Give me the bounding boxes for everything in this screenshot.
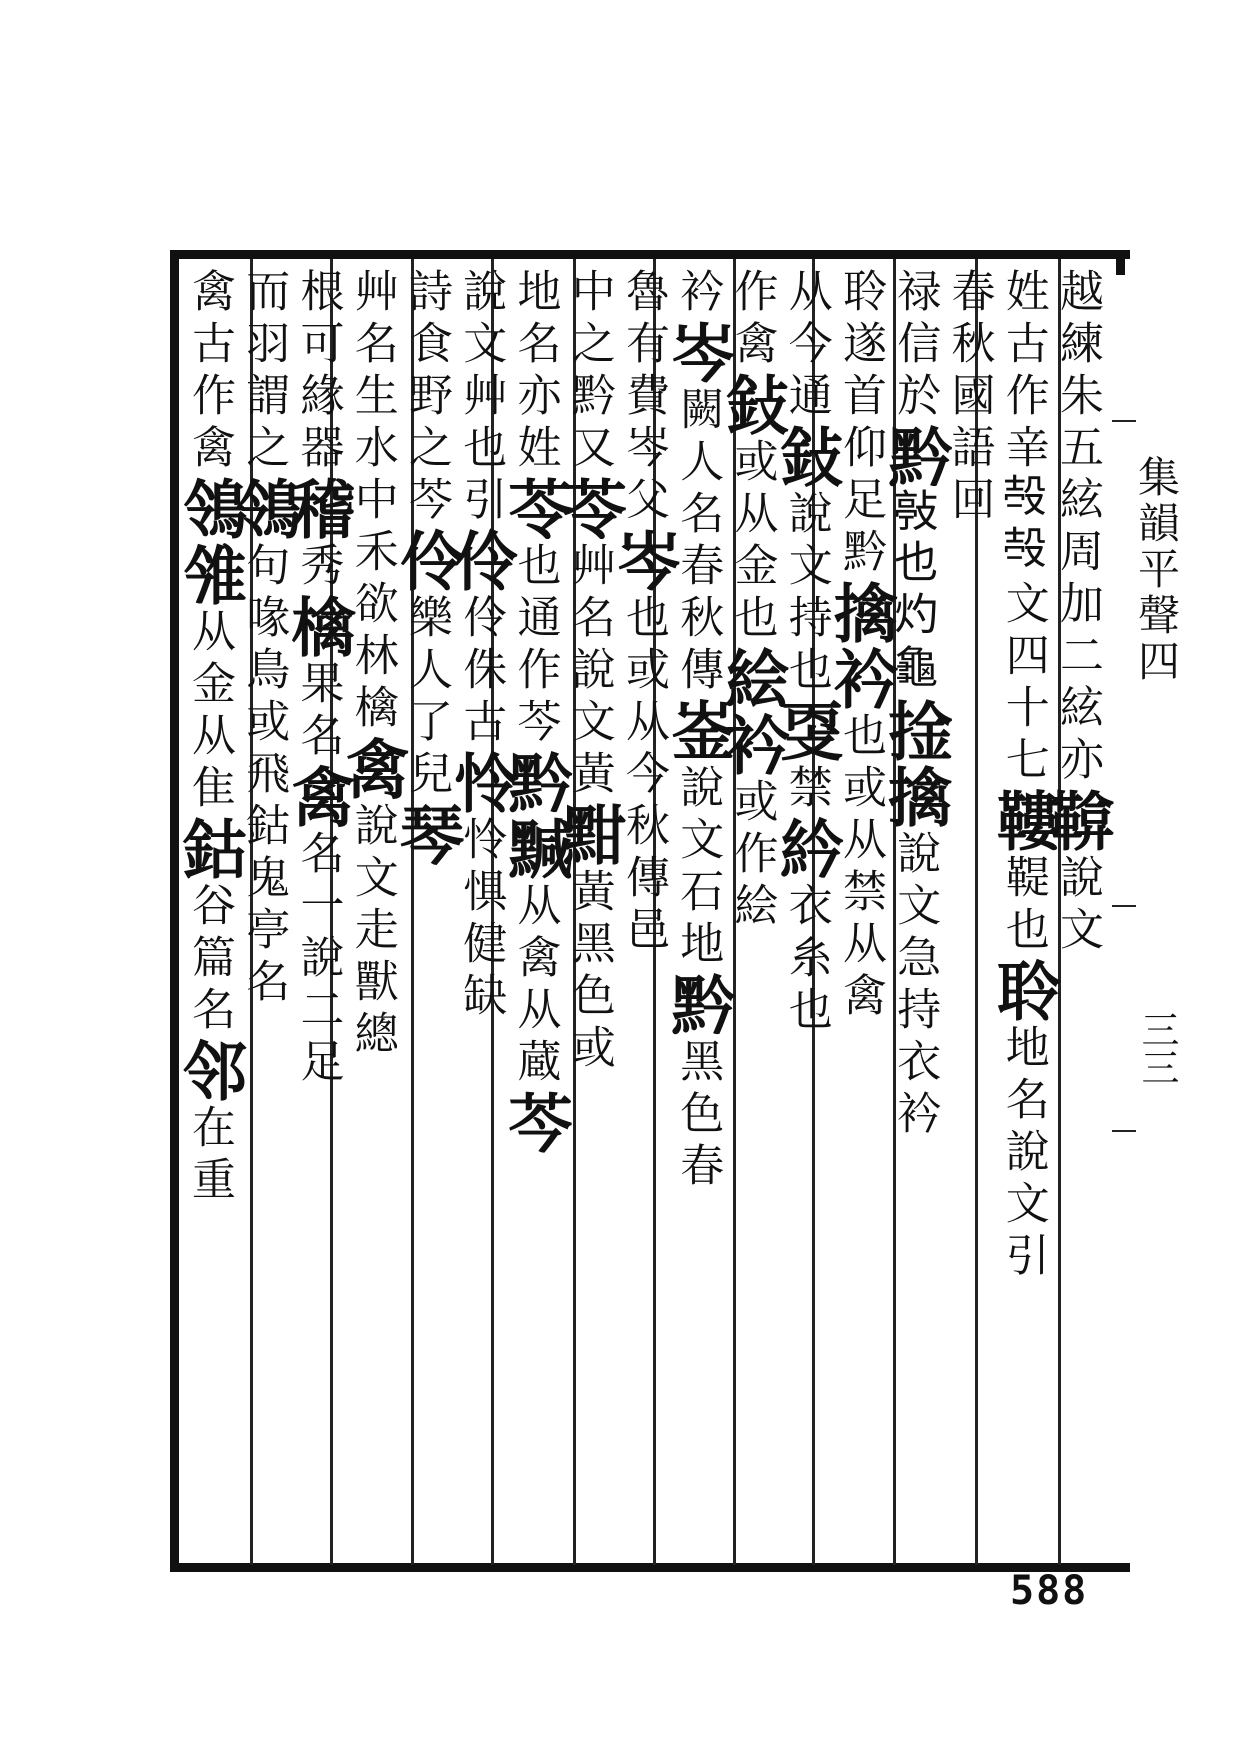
margin-tick (1112, 420, 1136, 422)
headword: 岑 (660, 320, 736, 386)
gloss-text: 𢾊也灼龜 (889, 490, 941, 698)
headword: 檎 (280, 594, 356, 660)
headword: 㪅 (768, 698, 844, 764)
headword: 苓 (497, 476, 573, 542)
gloss-text: 姓古作𨐌𣪊𣪊文四十七 (997, 268, 1049, 788)
gloss-text: 地名亦姓 (509, 268, 561, 476)
text-column (942, 268, 996, 1558)
headword: 琴 (389, 802, 464, 868)
gloss-text: 或从金 (726, 438, 778, 594)
headword: 紟 (768, 816, 844, 882)
headword: 鞥 (1040, 788, 1115, 854)
gloss-text: 鞮也 (997, 854, 1049, 958)
headword: 鞻 (985, 788, 1061, 854)
gloss-text: 也 (726, 594, 778, 646)
text-column (443, 268, 519, 1558)
gloss-text: 魯有費岑父 (618, 268, 669, 528)
gloss-text: 說文艸也引 (455, 268, 507, 528)
gloss-text: 地名說文引 (997, 1024, 1049, 1284)
gloss-text: 禄信於 (889, 268, 941, 424)
headword: 鴒 (172, 476, 247, 542)
text-column (985, 268, 1061, 1558)
gloss-text: 也或从今 (618, 594, 669, 802)
gloss-text: 說文走獸總 (346, 802, 398, 1062)
gloss-text: 从金从隹 (184, 608, 235, 816)
margin-tick (1112, 905, 1136, 907)
headword: 鈷 (172, 816, 247, 882)
headword: 芩 (497, 1090, 573, 1156)
margin-tick (1112, 1130, 1136, 1132)
frame-corner (1116, 250, 1125, 275)
gloss-text: 在重 (184, 1104, 235, 1208)
gloss-text: 樂人 (401, 594, 452, 698)
headword: 鈙 (768, 424, 844, 490)
text-column (226, 268, 302, 1558)
gloss-text: 作禽 (726, 268, 778, 372)
gloss-text: 禁 (780, 764, 832, 816)
headword: 禽 (280, 764, 356, 830)
gloss-text: 句喙鳥或 (238, 542, 290, 750)
text-column (389, 268, 464, 1558)
gloss-text: 名一說二足 (292, 830, 344, 1090)
gloss-text: 越練朱五絃周加二絃亦 (1052, 268, 1103, 788)
headword: 聆 (985, 958, 1061, 1024)
gloss-text: 或作絵 (726, 778, 778, 934)
gloss-text: 闕人名春秋傳 (672, 386, 724, 698)
text-column (551, 268, 627, 1558)
gloss-text: 也通作芩 (509, 542, 561, 750)
text-column (497, 268, 573, 1558)
text-column (768, 268, 844, 1558)
headword: 黔 (497, 750, 573, 816)
gloss-text: 春秋國語回 (943, 268, 995, 528)
gloss-text: 伶侏古 (455, 594, 507, 750)
gloss-text: 了兒 (401, 698, 452, 802)
gloss-text: 中之黔又 (563, 268, 615, 476)
gloss-text: 也或从禁从禽 (835, 712, 886, 1024)
gloss-text: 衿 (672, 268, 724, 320)
gloss-text: 黃黑色或 (563, 868, 615, 1076)
gloss-text: 秀 (292, 542, 344, 594)
headword: 黚 (551, 802, 627, 868)
text-column (606, 268, 681, 1558)
gloss-text: 秋傳邑 (618, 802, 669, 958)
gloss-text: 果名 (292, 660, 344, 764)
margin-title: 集韻平聲四 (1132, 455, 1181, 685)
text-column (660, 268, 736, 1558)
gloss-text: 谷篇名 (184, 882, 235, 1038)
headword: 伶 (389, 528, 464, 594)
gloss-text: 艸名說文黃 (563, 542, 615, 802)
headword: 擒 (823, 580, 898, 646)
headword: 絵 (714, 646, 790, 712)
gloss-text: 缺 (455, 972, 507, 1024)
gloss-text: 首仰足黔 (835, 372, 886, 580)
gloss-text: 亭名 (238, 906, 290, 1010)
headword: 黔 (877, 424, 953, 490)
text-columns (172, 268, 1115, 1558)
gloss-text: 禾欲 (346, 528, 398, 632)
gloss-text: 从禽从蔵 (509, 882, 561, 1090)
margin-folio: 三三 (1135, 1010, 1179, 1086)
page-number: 588 (1010, 1568, 1089, 1614)
text-column (280, 268, 356, 1558)
headword: 鈙 (714, 372, 790, 438)
headword: 黔 (660, 972, 736, 1038)
gloss-text: 說文急持衣衿 (889, 830, 941, 1142)
headword: 苓 (551, 476, 627, 542)
gloss-text: 怜惧健 (455, 816, 507, 972)
gloss-text: 說文 (1052, 854, 1103, 958)
text-column (877, 268, 953, 1558)
gloss-text: 飛鈷鬼 (238, 750, 290, 906)
text-column (334, 268, 410, 1558)
headword: 衿 (714, 712, 790, 778)
headword: 捦擒 (877, 698, 953, 830)
headword: 岑 (606, 528, 681, 594)
headword: 稽 (280, 476, 356, 542)
headword: 邻 (172, 1038, 247, 1104)
headword: 崟 (660, 698, 736, 764)
text-column (1040, 268, 1115, 1558)
gloss-text: 黑色春 (672, 1038, 724, 1194)
headword: 衿 (823, 646, 898, 712)
headword: 黬 (497, 816, 573, 882)
gloss-text: 說文持也 (780, 490, 832, 698)
gloss-text: 从今通 (780, 268, 832, 424)
headword: 禽 (334, 736, 410, 802)
gloss-text: 根可緣器 (292, 268, 344, 476)
gloss-text: 禽古作禽 (184, 268, 235, 476)
text-column (172, 268, 247, 1558)
gloss-text: 說文石地 (672, 764, 724, 972)
headword: 鴒 (226, 476, 302, 542)
headword: 雂 (172, 542, 247, 608)
gloss-text: 詩食野之芩 (401, 268, 452, 528)
gloss-text: 聆遂 (835, 268, 886, 372)
gloss-text: 林檎 (346, 632, 398, 736)
gloss-text: 衣糸也 (780, 882, 832, 1038)
headword: 伶 (443, 528, 519, 594)
gloss-text: 而羽謂之 (238, 268, 290, 476)
headword: 怜 (443, 750, 519, 816)
gloss-text: 艸名生水中 (346, 268, 398, 528)
